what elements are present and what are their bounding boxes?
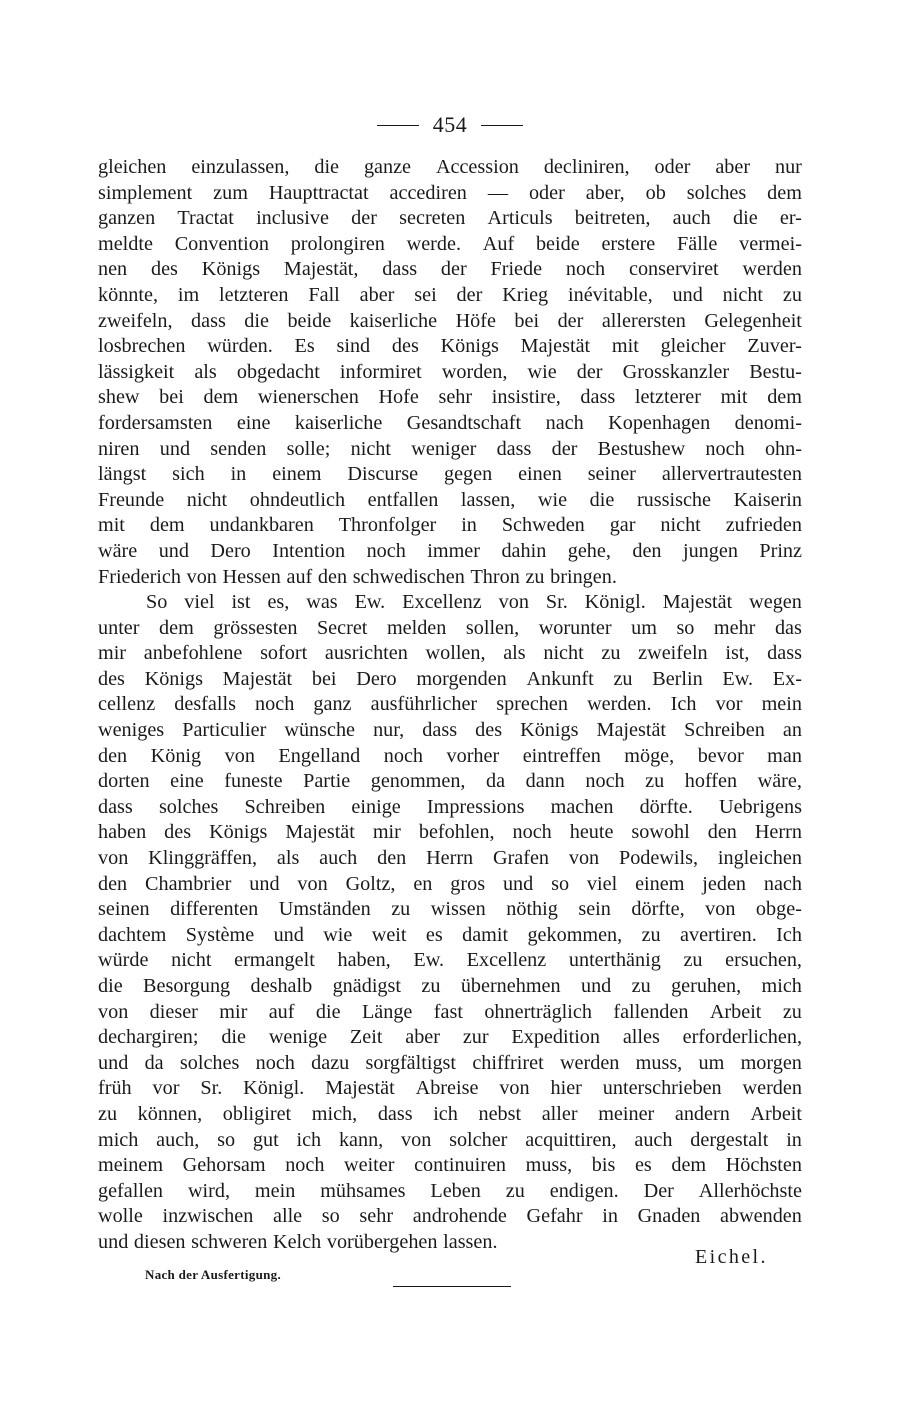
text-line: den König von Engelland noch vorher eintreffen möge, bevor man: [98, 744, 802, 767]
text-line: mir anbefohlene sofort ausrichten wollen, als nicht zu zweifeln ist, dass: [98, 642, 802, 665]
text-line: würde nicht ermangelt haben, Ew. Excellenz unterthänig zu ersuchen,: [98, 949, 802, 972]
letter-body: [98, 155, 802, 1256]
text-line: haben des Königs Majestät mir befohlen, noch heute sowohl den Herrn: [98, 821, 802, 844]
text-line: und da solches noch dazu sorgfältigst chiffriret werden muss, um morgen: [98, 1051, 802, 1074]
text-line: dass solches Schreiben einige Impressions machen dörfte. Uebrigens: [98, 795, 802, 818]
text-line: dechargiren; die wenige Zeit aber zur Expedition alles erforderlichen,: [98, 1026, 802, 1049]
text-line: lässigkeit als obgedacht informiret worden, wie der Grosskanzler Bestu-: [98, 360, 802, 383]
text-line: wolle inzwischen alle so sehr androhende Gefahr in Gnaden abwenden: [98, 1205, 802, 1228]
text-line: meldte Convention prolongiren werde. Auf beide erstere Fälle vermei-: [98, 232, 802, 255]
text-line: nen des Königs Majestät, dass der Friede noch conserviret werden: [98, 258, 802, 281]
text-line: längst sich in einem Discurse gegen einen seiner allervertrautesten: [98, 463, 802, 486]
text-line: niren und senden solle; nicht weniger dass der Bestushew noch ohn-: [98, 437, 802, 460]
text-line: von dieser mir auf die Länge fast ohnerträglich fallenden Arbeit zu: [98, 1000, 802, 1023]
text-line: fordersamsten eine kaiserliche Gesandtschaft nach Kopenhagen denomi-: [98, 411, 802, 434]
text-line: seinen differenten Umständen zu wissen nöthig sein dörfte, von obge-: [98, 898, 802, 921]
text-line: dorten eine funeste Partie genommen, da dann noch zu hoffen wäre,: [98, 770, 802, 793]
text-line: den Chambrier und von Goltz, en gros und so viel einem jeden nach: [98, 872, 802, 895]
text-line: losbrechen würden. Es sind des Königs Majestät mit gleicher Zuver-: [98, 335, 802, 358]
text-line: Friederich von Hessen auf den schwedischen Thron zu bringen.: [98, 565, 617, 588]
text-line: mit dem undankbaren Thronfolger in Schweden gar nicht zufrieden: [98, 514, 802, 537]
text-line: wäre und Dero Intention noch immer dahin gehe, den jungen Prinz: [98, 539, 802, 562]
text-line: gefallen wird, mein mühsames Leben zu endigen. Der Allerhöchste: [98, 1179, 802, 1202]
text-line: zu können, obligiret mich, dass ich nebst aller meiner andern Arbeit: [98, 1102, 802, 1125]
text-line: zweifeln, dass die beide kaiserliche Höfe bei der allerersten Gelegenheit: [98, 309, 802, 332]
text-line: könnte, im letzteren Fall aber sei der Krieg inévitable, und nicht zu: [98, 283, 802, 306]
page-number: 454: [432, 112, 468, 137]
text-line: ganzen Tractat inclusive der secreten Articuls beitreten, auch die er-: [98, 207, 802, 230]
paragraph: [98, 590, 802, 1255]
text-line: shew bei dem wienerschen Hofe sehr insistire, dass letzterer mit dem: [98, 386, 802, 409]
footer-rule: [393, 1286, 511, 1287]
signature: Eichel.: [695, 1246, 768, 1268]
paragraph: [98, 155, 802, 590]
text-line: So viel ist es, was Ew. Excellenz von Sr. Königl. Majestät wegen: [146, 591, 802, 614]
text-line: cellenz desfalls noch ganz ausführlicher sprechen werden. Ich vor mein: [98, 693, 802, 716]
text-line: mich auch, so gut ich kann, von solcher acquittiren, auch dergestalt in: [98, 1128, 802, 1151]
header-rule-right: [481, 125, 523, 126]
text-line: von Klinggräffen, als auch den Herrn Grafen von Podewils, ingleichen: [98, 847, 802, 870]
text-line: und diesen schweren Kelch vorübergehen lassen.: [98, 1230, 498, 1253]
header-rule-left: [377, 125, 419, 126]
text-line: simplement zum Haupttractat accediren — oder aber, ob solches dem: [98, 181, 802, 204]
text-line: gleichen einzulassen, die ganze Accession decliniren, oder aber nur: [98, 156, 802, 178]
text-line: meinem Gehorsam noch weiter continuiren muss, bis es dem Höchsten: [98, 1154, 802, 1177]
text-line: früh vor Sr. Königl. Majestät Abreise von hier unterschrieben werden: [98, 1077, 802, 1100]
page-header: [0, 108, 900, 142]
text-line: dachtem Système und wie weit es damit gekommen, zu avertiren. Ich: [98, 923, 802, 946]
text-line: unter dem grössesten Secret melden sollen, worunter um so mehr das: [98, 616, 802, 639]
text-line: Freunde nicht ohndeutlich entfallen lassen, wie die russische Kaiserin: [98, 488, 802, 511]
text-line: die Besorgung deshalb gnädigst zu übernehmen und zu geruhen, mich: [98, 975, 802, 997]
source-note: Nach der Ausfertigung.: [145, 1267, 282, 1282]
text-line: weniges Particulier wünsche nur, dass des Königs Majestät Schreiben an: [98, 719, 802, 742]
text-line: des Königs Majestät bei Dero morgenden Ankunft zu Berlin Ew. Ex-: [98, 667, 802, 690]
